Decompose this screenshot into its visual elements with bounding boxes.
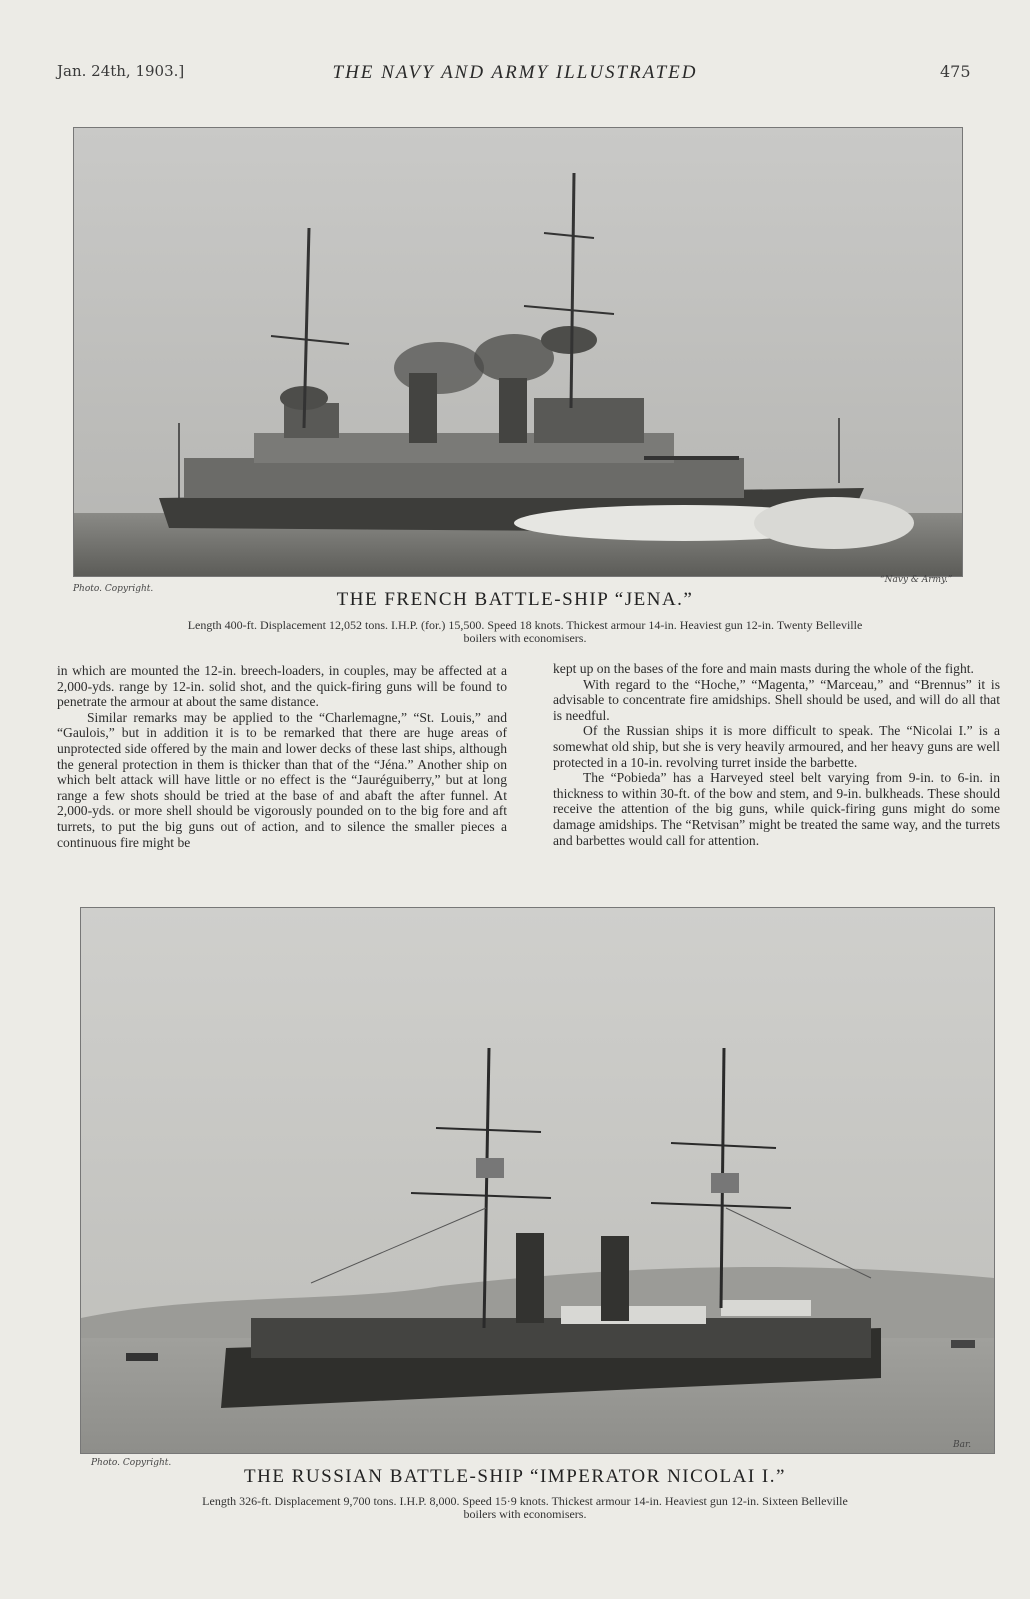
- nicolai-photo: [80, 907, 995, 1454]
- specs-line: Length 400-ft. Displacement 12,052 tons. I.H.P. (for.) 15,500. Speed 18 knots. Thickest armour 14-in. Heaviest gun 12-in. Twenty Belleville: [187, 618, 863, 632]
- photo-credit: Photo. Copyright.: [73, 584, 154, 594]
- paragraph: in which are mounted the 12-in. breech-loaders, in couples, may be affected at a 2,000-yds. range by 12-in. solid shot, and the quick-firing guns will be found to penetrate the armour at about the same distance.: [57, 663, 507, 710]
- photo-agency: “Navy & Army.”: [880, 575, 953, 585]
- figure-specs: [60, 1495, 990, 1521]
- specs-line: boilers with economisers.: [463, 1507, 587, 1521]
- paragraph: kept up on the bases of the fore and main masts during the whole of the fight.: [553, 661, 974, 676]
- figure-title: THE FRENCH BATTLE-SHIP “JENA.”: [336, 589, 694, 610]
- article-left-column: [57, 663, 507, 850]
- header-date: Jan. 24th, 1903.]: [57, 62, 185, 80]
- paragraph: Of the Russian ships it is more difficult to speak. The “Nicolai I.” is a somewhat old ship, but she is very heavily armoured, and her heavy guns are well protected in a 10-in. revolving turret inside the barbette.: [553, 723, 1000, 770]
- paragraph: The “Pobieda” has a Harveyed steel belt varying from 9-in. to 6-in. in thickness to within 30-ft. of the bow and stem, and 9-in. bulkheads. These should receive the attention of the big guns, while quick-firing guns might do some damage amidships. The “Retvisan” might be treated the same way, and the turrets and barbettes would call for attention.: [553, 770, 1000, 848]
- photo-agency: Bar.: [953, 1440, 972, 1450]
- publication-title: THE NAVY AND ARMY ILLUSTRATED: [332, 62, 698, 83]
- paragraph: Similar remarks may be applied to the “Charlemagne,” “St. Louis,” and “Gaulois,” but in addition it is to be remarked that there are huge areas of unprotected side offered by the main and lower decks of these last ships, although the general protection in them is thicker than that of the “Jéna.” Another ship on which belt attack will have little or no effect is the “Jauréguiberry,” but at long range a few shots should be tried at the base of and abaft the after funnel. At 2,000-yds. or more shell should be vigorously pounded on to the big fore and aft turrets, to put the big guns out of action, and to silence the smaller pieces a continuous fire might be: [57, 709, 507, 850]
- figure-specs: [60, 619, 990, 645]
- figure-title: THE RUSSIAN BATTLE-SHIP “IMPERATOR NICOLAI I.”: [244, 1466, 786, 1487]
- article-right-column: [553, 661, 1000, 848]
- specs-line: boilers with economisers.: [463, 631, 587, 645]
- specs-line: Length 326-ft. Displacement 9,700 tons. I.H.P. 8,000. Speed 15·9 knots. Thickest armour 14-in. Heaviest gun 12-in. Sixteen Belleville: [202, 1494, 848, 1508]
- photo-credit: Photo. Copyright.: [91, 1458, 172, 1468]
- paragraph: With regard to the “Hoche,” “Magenta,” “Marceau,” and “Brennus” it is advisable to concentrate fire amidships. Shell should be used, and will do all that is needful.: [553, 676, 1000, 723]
- jena-photo: [73, 127, 963, 577]
- page-number: 475: [940, 62, 971, 81]
